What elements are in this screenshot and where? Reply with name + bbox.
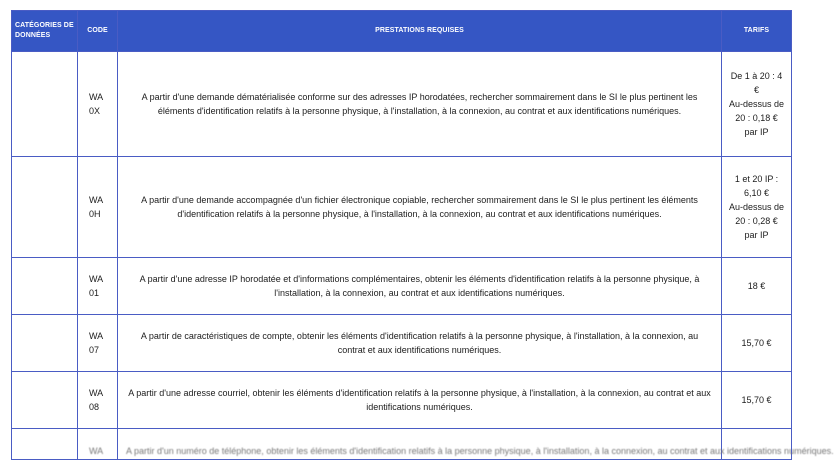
code-line: 0X (89, 106, 101, 116)
tarif-line: 20 : 0,18 € (735, 113, 778, 123)
category-cell (12, 372, 78, 429)
code-line: WA (89, 388, 104, 398)
tarif-line: 15,70 € (741, 395, 772, 405)
header-tarifs: TARIFS (722, 11, 792, 52)
code-cell (78, 315, 118, 372)
header-categories: CATÉGORIES DE DONNÉES (12, 11, 78, 52)
code-line: 08 (89, 402, 100, 412)
tarif-line: par IP (744, 230, 769, 240)
tarif-line: € (753, 85, 759, 95)
description-text: A partir d'un numéro de téléphone, obtenir les éléments d'identification relatifs à la personne physique, à l'installation, à la connexion, au contrat et aux identifications numériques. (126, 446, 834, 456)
code-cell (78, 258, 118, 315)
tarif-line: 18 € (747, 281, 766, 291)
code-cell (78, 372, 118, 429)
code-line: WA (89, 195, 104, 205)
code-line: WA (89, 274, 104, 284)
tarif-line: De 1 à 20 : 4 (730, 71, 783, 81)
code-cell (78, 52, 118, 157)
code-line: WA (89, 92, 104, 102)
category-cell (12, 258, 78, 315)
description-cell: A partir d'une demande accompagnée d'un fichier électronique copiable, rechercher sommairement dans le SI le plus pertinent les éléments d'identification relatifs à la personne physique, à l'installation, à la connexion, au contrat et aux identifications numériques. (118, 157, 722, 258)
table-row (12, 429, 792, 460)
tarif-line: 1 et 20 IP : (734, 174, 779, 184)
category-cell (12, 429, 78, 460)
table-row (12, 372, 792, 429)
description-cell: A partir de caractéristiques de compte, obtenir les éléments d'identification relatifs à la personne physique, à l'installation, à la connexion, au contrat et aux identifications numériques. (118, 315, 722, 372)
tarif-cell (722, 52, 792, 157)
table-row (12, 315, 792, 372)
table-row (12, 52, 792, 157)
code-line: 01 (89, 288, 100, 298)
tarif-cell (722, 258, 792, 315)
tarif-line: 15,70 € (741, 338, 772, 348)
code-line: 0H (89, 209, 101, 219)
header-prestations: PRESTATIONS REQUISES (118, 11, 722, 52)
table-row (12, 258, 792, 315)
code-line: WA (89, 446, 104, 456)
description-cell: A partir d'une adresse courriel, obtenir les éléments d'identification relatifs à la personne physique, à l'installation, à la connexion, au contrat et aux identifications numériques. (118, 372, 722, 429)
code-cell (78, 157, 118, 258)
description-cell: A partir d'une demande dématérialisée conforme sur des adresses IP horodatées, rechercher sommairement dans le SI le plus pertinent les éléments d'identification relatifs à la personne physique, à l'installation, à la connexion, au contrat et aux identifications numériques. (118, 52, 722, 157)
tarif-line: Au-dessus de (728, 99, 785, 109)
table-row (12, 157, 792, 258)
tarif-line: Au-dessus de (728, 202, 785, 212)
description-cell: A partir d'une adresse IP horodatée et d'informations complémentaires, obtenir les éléments d'identification relatifs à la personne physique, à l'installation, à la connexion, au contrat et aux identifications numériques. (118, 258, 722, 315)
tarif-cell (722, 372, 792, 429)
code-cell (78, 429, 118, 460)
category-cell (12, 315, 78, 372)
code-line: 07 (89, 345, 100, 355)
tarif-line: 6,10 € (743, 188, 770, 198)
header-code: CODE (78, 11, 118, 52)
tarif-line: 20 : 0,28 € (735, 216, 778, 226)
tarif-line: par IP (744, 127, 769, 137)
tarif-cell (722, 315, 792, 372)
tarifs-table (11, 10, 834, 460)
category-cell (12, 52, 78, 157)
table-header-row (12, 11, 792, 52)
code-line: WA (89, 331, 104, 341)
description-cell (118, 429, 834, 460)
tarif-cell (722, 157, 792, 258)
category-cell (12, 157, 78, 258)
